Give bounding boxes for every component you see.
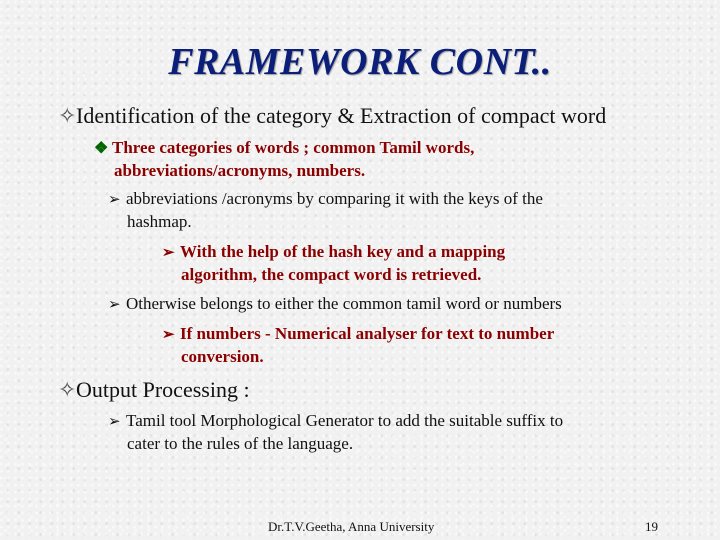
- bullet-text: With the help of the hash key and a mapping: [180, 242, 506, 261]
- sub-bullet-abbreviations: [108, 189, 543, 209]
- footer-author: Dr.T.V.Geetha, Anna University: [268, 519, 435, 534]
- page-number: 19: [645, 519, 658, 534]
- bullet-text: Otherwise belongs to either the common tamil word or numbers: [126, 294, 562, 313]
- bullet-text: Output Processing :: [76, 377, 250, 402]
- arrow-right-icon: ➢: [162, 245, 175, 261]
- sub-bullet-numbers-cont: [181, 347, 264, 367]
- sub-bullet-tamil-tool-cont: [127, 434, 353, 454]
- arrow-right-icon: ➢: [108, 297, 121, 313]
- sub-bullet-otherwise: [108, 294, 562, 314]
- bullet-text: hashmap.: [127, 212, 192, 231]
- sub-bullet-tamil-tool: [108, 411, 563, 431]
- four-point-star-icon: ✧: [58, 103, 77, 128]
- bullet-text: Identification of the category & Extraction of compact word: [76, 103, 607, 128]
- sub-bullet-numbers: [162, 324, 554, 344]
- bullet-text: If numbers - Numerical analyser for text to number: [180, 324, 555, 343]
- bullet-text: abbreviations/acronyms, numbers.: [114, 161, 366, 180]
- diamond-dots-icon: ❖: [94, 140, 109, 157]
- bullet-output-processing: [58, 377, 250, 403]
- arrow-right-icon: ➢: [108, 414, 121, 430]
- bullet-text: Three categories of words ; common Tamil words,: [112, 138, 475, 157]
- bullet-text: cater to the rules of the language.: [127, 434, 354, 453]
- bullet-text: conversion.: [181, 347, 264, 366]
- arrow-right-icon: ➢: [108, 192, 121, 208]
- sub-bullet-categories: [94, 138, 474, 158]
- bullet-identification: [58, 103, 606, 129]
- sub-bullet-hash-key-cont: [181, 265, 481, 285]
- bullet-text: algorithm, the compact word is retrieved.: [181, 265, 482, 284]
- bullet-text: Tamil tool Morphological Generator to add the suitable suffix to: [126, 411, 564, 430]
- four-point-star-icon: ✧: [58, 377, 77, 402]
- page-title: FRAMEWORK CONT..: [168, 41, 552, 83]
- sub-bullet-categories-cont: [114, 161, 365, 181]
- arrow-right-icon: ➢: [162, 327, 175, 343]
- bullet-text: abbreviations /acronyms by comparing it with the keys of the: [126, 189, 543, 208]
- sub-bullet-abbreviations-cont: [127, 212, 192, 232]
- sub-bullet-hash-key: [162, 242, 505, 262]
